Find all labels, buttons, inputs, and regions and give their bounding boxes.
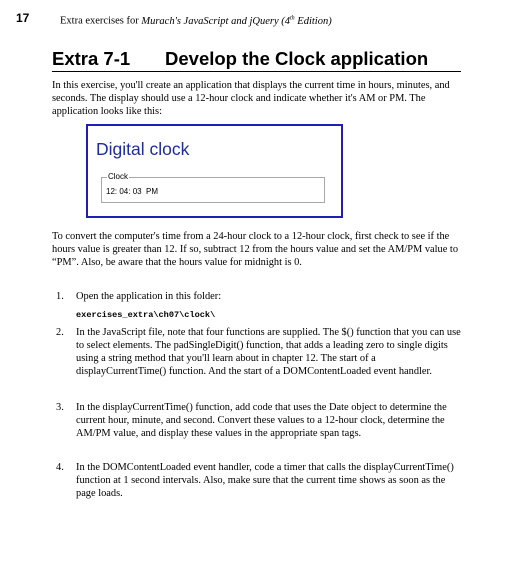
step-text: Open the application in this folder: [76, 291, 222, 302]
clock-time: 12: 04: 03 PM [106, 187, 159, 196]
step-number: 2. [56, 327, 64, 338]
page-header [16, 11, 506, 25]
exercise-label: Extra 7-1 [52, 48, 131, 69]
step-number: 1. [56, 291, 64, 302]
step-text: In the JavaScript file, note that four functions are supplied. The $() function that you can use to select elements. The padSingleDigit() function, that adds a leading zero to single digits using a string method that you'll learn about in chapter 12. The start of a displayCurrentTime() function. And the start of a DOMContentLoaded event handler. [76, 327, 461, 377]
step-number: 3. [56, 402, 64, 413]
exercise-title [52, 48, 428, 70]
exercise-name: Develop the Clock application [165, 48, 429, 69]
folder-path: exercises_extra\ch07\clock\ [76, 310, 216, 320]
clock-fieldset [101, 172, 325, 203]
conversion-paragraph: To convert the computer's time from a 24-hour clock to a 12-hour clock, first check to see if the hours value is greater than 12. If so, subtract 12 from the hours value and set the AM/PM value to “PM”. Also, be aware that the hours value for midnight is 0. [52, 231, 459, 268]
edition-superscript: th [289, 15, 295, 21]
edition-suffix: Edition) [294, 15, 332, 27]
running-head [60, 12, 332, 28]
step-text: In the DOMContentLoaded event handler, code a timer that calls the displayCurrentTime() function at 1 second intervals. Also, make sure that the current time shows as soon as the page loads. [76, 462, 454, 499]
step-number: 4. [56, 462, 64, 473]
title-rule [52, 71, 461, 72]
step-text: In the displayCurrentTime() function, add code that uses the Date object to determine the current hour, minute, and second. Convert these values to a 12-hour clock, determine the AM/PM value, and display these values in the appropriate span tags. [76, 402, 447, 439]
intro-paragraph: In this exercise, you'll create an application that displays the current time in hours, minutes, and seconds. The display should use a 12-hour clock and indicate whether it's AM or PM. The application looks like this: [52, 80, 450, 117]
app-preview [86, 124, 343, 218]
app-heading: Digital clock [96, 139, 190, 159]
page-number: 17 [16, 11, 30, 25]
running-head-prefix: Extra exercises for [60, 15, 142, 27]
book-title: Murach's JavaScript and jQuery (4 [141, 15, 290, 27]
clock-legend: Clock [108, 172, 129, 181]
